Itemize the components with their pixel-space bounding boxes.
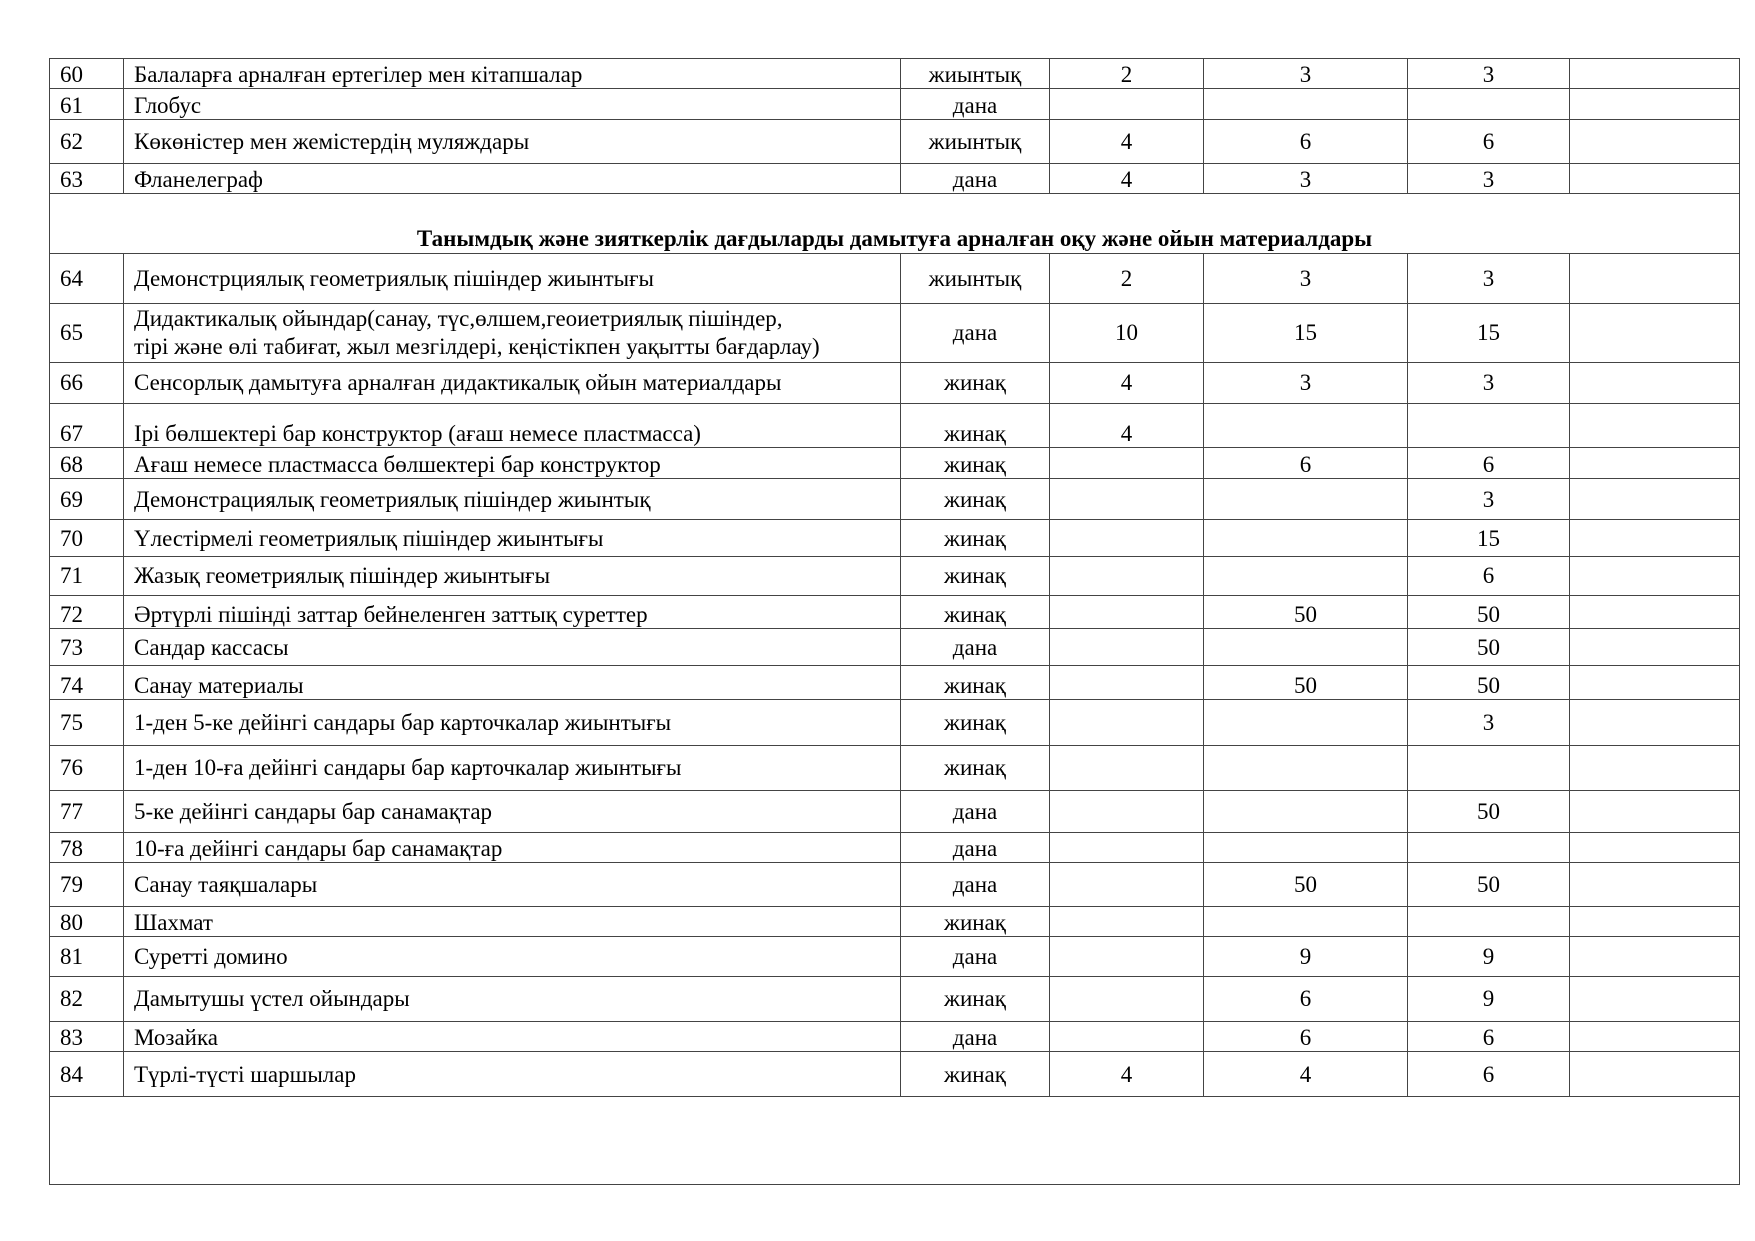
quantity-cell: 4 [1204, 1052, 1408, 1096]
empty-cell [1570, 699, 1740, 745]
empty-cell [1570, 595, 1740, 628]
item-name: Үлестірмелі геометриялық пішіндер жиынтығы [124, 519, 901, 556]
unit-cell: жинақ [901, 557, 1050, 595]
quantity-cell [1408, 746, 1570, 790]
quantity-cell [1050, 976, 1204, 1021]
item-name: Суретті домино [124, 937, 901, 976]
item-name: 1-ден 10-ға дейінгі сандары бар карточкалар жиынтығы [124, 746, 901, 790]
item-name: Түрлі-түсті шаршылар [124, 1052, 901, 1096]
quantity-cell: 50 [1204, 666, 1408, 699]
item-name: Көкөністер мен жемістердің муляждары [124, 119, 901, 163]
table-row [50, 1022, 1740, 1052]
unit-cell: дана [901, 628, 1050, 665]
row-number: 68 [50, 448, 124, 479]
quantity-cell: 6 [1204, 1022, 1408, 1052]
item-name: Демонстрациялық геометриялық пішіндер жиынтық [124, 479, 901, 519]
quantity-cell [1050, 699, 1204, 745]
unit-cell: жинақ [901, 519, 1050, 556]
quantity-cell: 50 [1204, 595, 1408, 628]
table-row [50, 790, 1740, 832]
item-name: Демонстрциялық геометриялық пішіндер жиынтығы [124, 254, 901, 304]
item-name: Санау материалы [124, 666, 901, 699]
item-name: Сенсорлық дамытуға арналған дидактикалық ойын материалдары [124, 363, 901, 403]
quantity-cell [1050, 833, 1204, 863]
item-name: 10-ға дейінгі сандары бар санамақтар [124, 833, 901, 863]
table-row [50, 448, 1740, 479]
quantity-cell: 50 [1408, 863, 1570, 906]
quantity-cell: 15 [1408, 519, 1570, 556]
empty-cell [1570, 448, 1740, 479]
unit-cell: жинақ [901, 976, 1050, 1021]
quantity-cell: 2 [1050, 59, 1204, 89]
quantity-cell: 2 [1050, 254, 1204, 304]
quantity-cell: 3 [1204, 164, 1408, 194]
empty-cell [1570, 746, 1740, 790]
empty-cell [1570, 89, 1740, 119]
row-number: 65 [50, 303, 124, 363]
row-number: 75 [50, 699, 124, 745]
unit-cell: жинақ [901, 448, 1050, 479]
table-row [50, 976, 1740, 1021]
empty-cell [1570, 863, 1740, 906]
quantity-cell: 3 [1408, 479, 1570, 519]
quantity-cell [1204, 833, 1408, 863]
unit-cell: дана [901, 164, 1050, 194]
quantity-cell: 6 [1408, 119, 1570, 163]
table-row [50, 119, 1740, 163]
row-number: 80 [50, 906, 124, 936]
quantity-cell [1204, 557, 1408, 595]
unit-cell: дана [901, 863, 1050, 906]
quantity-cell: 3 [1204, 254, 1408, 304]
quantity-cell: 4 [1050, 363, 1204, 403]
unit-cell: жинақ [901, 363, 1050, 403]
section-heading-row [50, 194, 1740, 254]
quantity-cell [1204, 519, 1408, 556]
table-row [50, 1052, 1740, 1096]
row-number: 64 [50, 254, 124, 304]
quantity-cell [1204, 628, 1408, 665]
row-number: 69 [50, 479, 124, 519]
quantity-cell: 6 [1408, 448, 1570, 479]
empty-cell [1570, 403, 1740, 447]
unit-cell: жинақ [901, 479, 1050, 519]
item-name: Санау таяқшалары [124, 863, 901, 906]
empty-cell [1570, 666, 1740, 699]
row-number: 83 [50, 1022, 124, 1052]
empty-cell [1570, 363, 1740, 403]
quantity-cell: 3 [1204, 59, 1408, 89]
unit-cell: дана [901, 833, 1050, 863]
quantity-cell [1050, 557, 1204, 595]
quantity-cell: 6 [1408, 1022, 1570, 1052]
quantity-cell [1408, 89, 1570, 119]
item-name: Балаларға арналған ертегілер мен кітапшалар [124, 59, 901, 89]
quantity-cell [1050, 746, 1204, 790]
item-name: Ірі бөлшектері бар конструктор (ағаш немесе пластмасса) [124, 403, 901, 447]
unit-cell: жинақ [901, 666, 1050, 699]
table-row [50, 519, 1740, 556]
quantity-cell [1050, 937, 1204, 976]
unit-cell: дана [901, 1022, 1050, 1052]
quantity-cell: 6 [1408, 557, 1570, 595]
empty-cell [1570, 164, 1740, 194]
unit-cell: жиынтық [901, 254, 1050, 304]
quantity-cell [1408, 833, 1570, 863]
empty-cell [1570, 833, 1740, 863]
quantity-cell [1204, 479, 1408, 519]
row-number: 63 [50, 164, 124, 194]
quantity-cell: 50 [1408, 595, 1570, 628]
equipment-table [49, 58, 1740, 1185]
quantity-cell: 3 [1408, 363, 1570, 403]
empty-cell [1570, 519, 1740, 556]
empty-cell [1570, 906, 1740, 936]
item-name: Глобус [124, 89, 901, 119]
quantity-cell: 50 [1408, 628, 1570, 665]
row-number: 77 [50, 790, 124, 832]
quantity-cell [1204, 699, 1408, 745]
row-number: 70 [50, 519, 124, 556]
item-name: 5-ке дейінгі сандары бар санамақтар [124, 790, 901, 832]
quantity-cell [1204, 746, 1408, 790]
table-row [50, 628, 1740, 665]
unit-cell: дана [901, 89, 1050, 119]
table-row [50, 303, 1740, 363]
table-row [50, 59, 1740, 89]
row-number: 66 [50, 363, 124, 403]
quantity-cell [1050, 1022, 1204, 1052]
item-name: Сандар кассасы [124, 628, 901, 665]
table-row [50, 699, 1740, 745]
table-row [50, 363, 1740, 403]
row-number: 76 [50, 746, 124, 790]
quantity-cell [1204, 403, 1408, 447]
unit-cell: жиынтық [901, 59, 1050, 89]
unit-cell: жинақ [901, 595, 1050, 628]
empty-footer-row [50, 1096, 1740, 1184]
quantity-cell [1050, 448, 1204, 479]
empty-cell [1570, 1022, 1740, 1052]
empty-cell [1570, 628, 1740, 665]
unit-cell: жинақ [901, 906, 1050, 936]
row-number: 61 [50, 89, 124, 119]
quantity-cell: 10 [1050, 303, 1204, 363]
quantity-cell [1408, 403, 1570, 447]
item-name: 1-ден 5-ке дейінгі сандары бар карточкалар жиынтығы [124, 699, 901, 745]
item-name: Әртүрлі пішінді заттар бейнеленген заттық суреттер [124, 595, 901, 628]
table-row [50, 557, 1740, 595]
quantity-cell [1050, 790, 1204, 832]
table-row [50, 833, 1740, 863]
empty-cell [1570, 1052, 1740, 1096]
quantity-cell [1204, 790, 1408, 832]
item-name: Дамытушы үстел ойындары [124, 976, 901, 1021]
table-row [50, 595, 1740, 628]
table-row [50, 254, 1740, 304]
empty-cell [1570, 790, 1740, 832]
row-number: 62 [50, 119, 124, 163]
row-number: 74 [50, 666, 124, 699]
quantity-cell: 50 [1204, 863, 1408, 906]
item-name-line: Дидактикалық ойындар(санау, түс,өлшем,геоиетриялық пішіндер, [134, 305, 783, 331]
unit-cell: дана [901, 303, 1050, 363]
quantity-cell [1050, 666, 1204, 699]
quantity-cell: 3 [1408, 699, 1570, 745]
quantity-cell: 50 [1408, 666, 1570, 699]
quantity-cell [1204, 89, 1408, 119]
row-number: 78 [50, 833, 124, 863]
quantity-cell: 9 [1408, 976, 1570, 1021]
quantity-cell: 15 [1204, 303, 1408, 363]
unit-cell: жинақ [901, 1052, 1050, 1096]
quantity-cell: 3 [1408, 59, 1570, 89]
quantity-cell: 4 [1050, 403, 1204, 447]
table-row [50, 164, 1740, 194]
quantity-cell [1204, 906, 1408, 936]
row-number: 84 [50, 1052, 124, 1096]
quantity-cell: 6 [1408, 1052, 1570, 1096]
section-heading: Танымдық және зияткерлік дағдыларды дамытуға арналған оқу және ойын материалдары [50, 194, 1740, 254]
row-number: 71 [50, 557, 124, 595]
unit-cell: дана [901, 937, 1050, 976]
quantity-cell: 6 [1204, 448, 1408, 479]
unit-cell: жинақ [901, 746, 1050, 790]
table-row [50, 403, 1740, 447]
row-number: 60 [50, 59, 124, 89]
quantity-cell: 4 [1050, 1052, 1204, 1096]
table-row [50, 89, 1740, 119]
quantity-cell: 3 [1204, 363, 1408, 403]
quantity-cell: 4 [1050, 119, 1204, 163]
table-row [50, 863, 1740, 906]
unit-cell: жиынтық [901, 119, 1050, 163]
quantity-cell: 6 [1204, 119, 1408, 163]
empty-cell [1570, 59, 1740, 89]
empty-cell [1570, 557, 1740, 595]
quantity-cell: 50 [1408, 790, 1570, 832]
empty-cell [1570, 254, 1740, 304]
quantity-cell: 6 [1204, 976, 1408, 1021]
row-number: 72 [50, 595, 124, 628]
table-row [50, 906, 1740, 936]
item-name: Жазық геометриялық пішіндер жиынтығы [124, 557, 901, 595]
table-row [50, 746, 1740, 790]
quantity-cell [1050, 628, 1204, 665]
row-number: 79 [50, 863, 124, 906]
empty-cell [1570, 119, 1740, 163]
quantity-cell: 15 [1408, 303, 1570, 363]
row-number: 73 [50, 628, 124, 665]
unit-cell: жинақ [901, 699, 1050, 745]
quantity-cell [1408, 906, 1570, 936]
item-name: Мозайка [124, 1022, 901, 1052]
unit-cell: жинақ [901, 403, 1050, 447]
row-number: 82 [50, 976, 124, 1021]
quantity-cell [1050, 863, 1204, 906]
empty-cell [1570, 303, 1740, 363]
item-name: Ағаш немесе пластмасса бөлшектері бар конструктор [124, 448, 901, 479]
empty-cell [1570, 479, 1740, 519]
unit-cell: дана [901, 790, 1050, 832]
table-row [50, 937, 1740, 976]
item-name [124, 303, 901, 363]
table-row [50, 666, 1740, 699]
table-row [50, 479, 1740, 519]
empty-cell [1570, 976, 1740, 1021]
item-name: Шахмат [124, 906, 901, 936]
quantity-cell [1050, 519, 1204, 556]
row-number: 67 [50, 403, 124, 447]
quantity-cell [1050, 906, 1204, 936]
quantity-cell [1050, 89, 1204, 119]
quantity-cell [1050, 479, 1204, 519]
item-name-line: тірі және өлі табиғат, жыл мезгілдері, кеңістікпен уақытты бағдарлау) [134, 333, 820, 359]
quantity-cell: 9 [1204, 937, 1408, 976]
row-number: 81 [50, 937, 124, 976]
empty-cell [1570, 937, 1740, 976]
quantity-cell: 4 [1050, 164, 1204, 194]
empty-footer-cell [50, 1096, 1740, 1184]
quantity-cell: 3 [1408, 254, 1570, 304]
item-name: Фланелеграф [124, 164, 901, 194]
quantity-cell [1050, 595, 1204, 628]
quantity-cell: 9 [1408, 937, 1570, 976]
quantity-cell: 3 [1408, 164, 1570, 194]
